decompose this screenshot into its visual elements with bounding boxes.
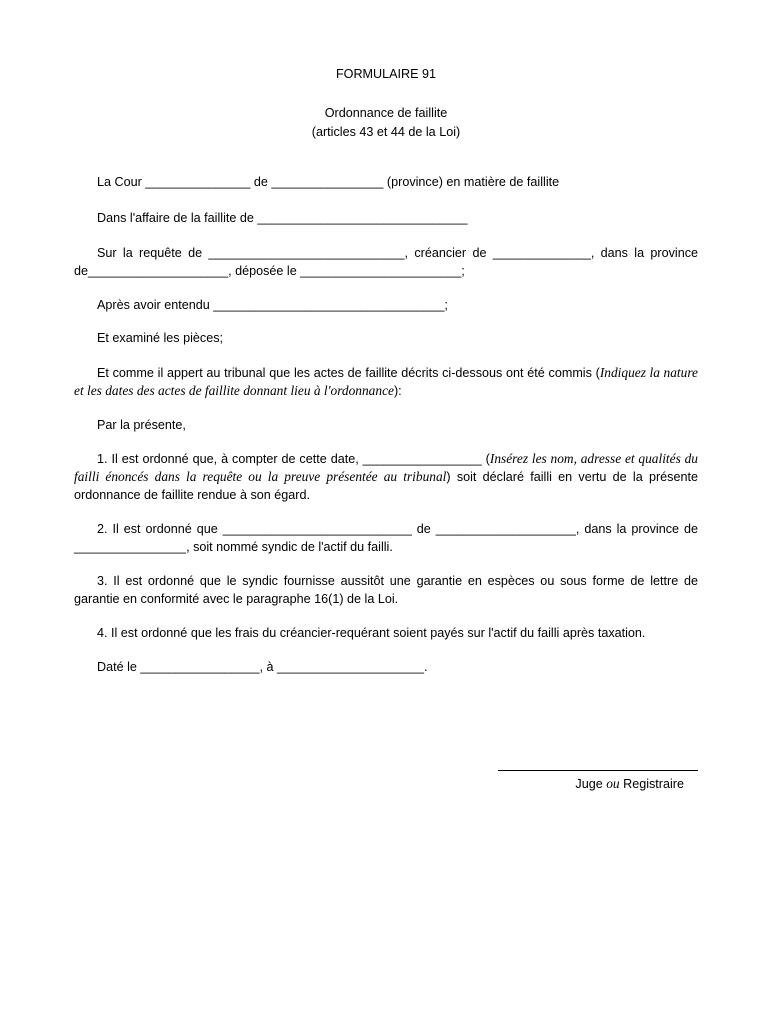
dated-line: Daté le _________________, à _____________________. <box>97 660 428 674</box>
signature-label-judge: Juge <box>575 777 607 791</box>
signature-label-registrar: Registraire <box>619 777 684 791</box>
order-1-instruction: Insérez les nom, adresse et qualités du failli énoncés dans la requête ou la preuve présentée au tribunal <box>74 451 698 484</box>
order-3-paragraph: 3. Il est ordonné que le syndic fournisse aussitôt une garantie en espèces ou sous forme de lettre de garantie en conformité avec le paragraphe 16(1) de la Loi. <box>74 574 698 606</box>
examined-line: Et examiné les pièces; <box>97 331 223 345</box>
signature-label <box>498 775 698 793</box>
signature-label-or: ou <box>606 776 620 791</box>
court-line: La Cour _______________ de ________________ (province) en matière de faillite <box>97 175 560 189</box>
order-2-paragraph: 2. Il est ordonné que ___________________________ de ____________________, dans la province de ________________, soit nommé syndic de l'actif du failli. <box>74 522 698 554</box>
appears-instruction: Indiquez la nature et les dates des actes de faillite donnant lieu à l'ordonnance <box>74 365 698 398</box>
document-heading <box>74 104 698 142</box>
signature-line <box>498 760 698 771</box>
form-number: FORMULAIRE 91 <box>335 67 437 81</box>
order-1-paragraph <box>74 450 698 504</box>
signature-block <box>498 760 698 793</box>
appears-prefix: Et comme il appert au tribunal que les actes de faillite décrits ci-dessous ont été commis ( <box>97 366 600 380</box>
document-page <box>74 66 698 676</box>
heard-line: Après avoir entendu _________________________________; <box>97 298 448 312</box>
document-title: Ordonnance de faillite <box>324 106 448 120</box>
request-line: Sur la requête de ____________________________, créancier de ______________, dans la province de____________________, déposée le _______________________; <box>74 246 698 278</box>
document-articles: (articles 43 et 44 de la Loi) <box>311 125 461 139</box>
by-present-line: Par la présente, <box>97 418 186 432</box>
order-4-paragraph: 4. Il est ordonné que les frais du créancier-requérant soient payés sur l'actif du failli après taxation. <box>97 626 646 640</box>
order-1-prefix: 1. Il est ordonné que, à compter de cette date, _________________ ( <box>97 452 490 466</box>
appears-paragraph <box>74 364 698 400</box>
order-1-suffix: ) soit déclaré failli en vertu de la présente ordonnance de faillite rendue à son égard. <box>74 470 698 502</box>
affair-line: Dans l'affaire de la faillite de ______________________________ <box>97 211 468 225</box>
appears-suffix: ): <box>393 384 402 398</box>
